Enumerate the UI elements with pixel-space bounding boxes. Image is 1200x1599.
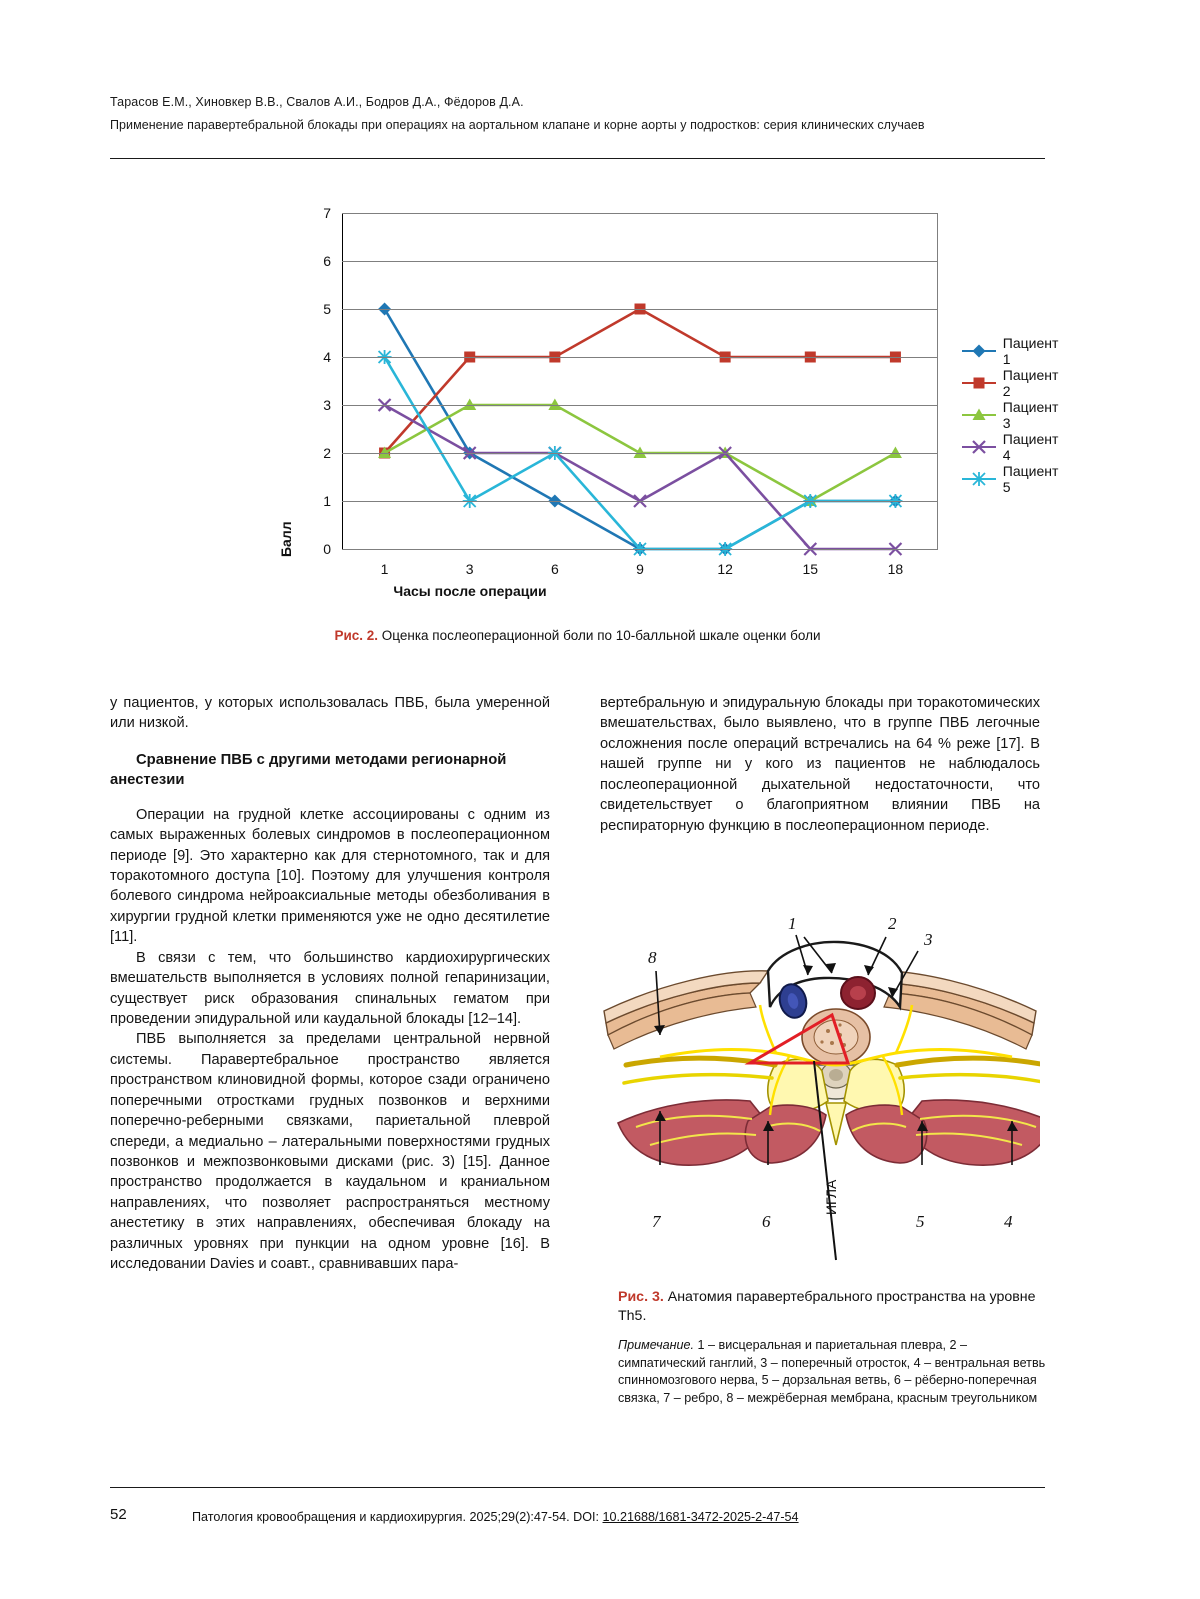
figure-2-chart	[110, 195, 1059, 615]
section-subheading: Сравнение ПВБ с другими методами регионарной анестезии	[110, 751, 507, 788]
chart-data-point	[972, 472, 986, 486]
body-column-left	[110, 693, 550, 1274]
figure-3-note	[618, 1337, 1048, 1408]
chart-legend-swatch	[962, 350, 996, 353]
page-number: 52	[110, 1506, 127, 1523]
chart-series-line	[385, 405, 896, 549]
chart-data-point	[972, 345, 985, 358]
figure-2-caption-text: Оценка послеоперационной боли по 10-балльной шкале оценки боли	[378, 628, 821, 643]
chart-legend-item	[962, 463, 1063, 495]
chart-gridline	[342, 501, 938, 502]
chart-legend-label: Пациент 4	[1002, 431, 1059, 463]
chart-gridline	[342, 213, 938, 214]
chart-legend-item	[962, 335, 1063, 367]
chart-y-tick-label: 6	[323, 253, 331, 269]
figure-3-caption-text: Анатомия паравертебрального пространства на уровне Th5.	[618, 1289, 1036, 1325]
figure-3-note-label: Примечание.	[618, 1338, 695, 1352]
chart-legend-label: Пациент 3	[1002, 399, 1059, 431]
chart-y-axis-label: Балл	[278, 521, 294, 557]
footer-doi-link[interactable]: 10.21688/1681-3472-2025-2-47-54	[602, 1510, 799, 1524]
figure-3-note-text: 1 – висцеральная и париетальная плевра, 2 – симпатический ганглий, 3 – поперечный отросток, 4 – вентральная ветвь спинномозгового нерва, 5 – дорзальная ветвь, 6 – рёберно-поперечная связка, 7 – ребро, 8 – межрёберная мембрана, красным треугольником	[618, 1338, 1046, 1405]
chart-x-tick-label: 12	[717, 561, 733, 577]
chart-plot-area	[323, 205, 938, 577]
figure-3-label-needle: ИГЛА	[823, 1179, 839, 1215]
figure-3-caption-label: Рис. 3.	[618, 1289, 664, 1305]
footer-journal-text: Патология кровообращения и кардиохирургия. 2025;29(2):47-54. DOI:	[192, 1510, 603, 1524]
chart-gridline	[342, 357, 938, 358]
header-article-title: Применение паравертебральной блокады при операциях на аортальном клапане и корне аорты у подростков: серия клинических случаев	[110, 118, 925, 132]
chart-series-line	[385, 309, 896, 453]
chart-x-tick-label: 1	[380, 561, 389, 577]
chart-data-point	[972, 409, 985, 421]
chart-legend-item	[962, 431, 1063, 463]
paragraph: ПВБ выполняется за пределами центральной нервной системы. Паравертебральное пространство является пространством клиновидной формы, которое сзади ограничено поперечными отростками грудных позвонков и верхними поперечно-реберными связками, париетальной плеврой спереди, а медиально – латеральными поверхностями грудных позвонков и межпозвонковыми дисками (рис. 3) [15]. Данное пространство продолжается в каудальном и краниальном направлениях, что позволяет распространяться местному анестетику в этих направлениях, обеспечивая блокаду на различных уровнях при пункции на одном уровне [16]. В исследовании Davies и соавт., сравнивавших пара-	[110, 1031, 550, 1273]
chart-x-axis-label: Часы после операции	[393, 583, 547, 599]
figure-3-label-6: 6	[762, 1212, 771, 1231]
figure-3-label-3: 3	[924, 930, 933, 949]
chart-gridline	[342, 405, 938, 406]
figure-3-label-8: 8	[648, 948, 657, 967]
chart-gridline	[342, 309, 938, 310]
chart-y-tick-label: 2	[323, 445, 331, 461]
chart-y-tick-label: 7	[323, 205, 331, 221]
chart-legend-label: Пациент 5	[1002, 463, 1059, 495]
figure-3-label-2: 2	[888, 915, 897, 933]
chart-gridline	[342, 261, 938, 262]
chart-legend-swatch	[962, 478, 996, 481]
chart-legend	[962, 335, 1063, 495]
chart-data-point	[973, 378, 984, 389]
chart-gridline	[342, 549, 938, 550]
chart-legend-label: Пациент 2	[1002, 367, 1059, 399]
chart-y-tick-label: 0	[323, 541, 331, 557]
chart-legend-swatch	[962, 382, 996, 385]
chart-legend-item	[962, 399, 1063, 431]
chart-legend-swatch	[962, 446, 996, 449]
chart-x-tick-label: 3	[465, 561, 474, 577]
running-head	[110, 95, 1045, 132]
figure-3-label-4: 4	[1004, 1212, 1013, 1231]
paragraph: В связи с тем, что большинство кардиохирургических вмешательств выполняется в условиях полной гепаринизации, существует риск образования спинальных гематом при проведении эпидуральной или каудальной блокады [12–14].	[110, 949, 550, 1027]
chart-legend-swatch	[962, 414, 996, 417]
header-divider	[110, 158, 1045, 159]
paragraph: у пациентов, у которых использовалась ПВБ, была умеренной или низкой.	[110, 695, 550, 732]
footer-divider	[110, 1487, 1045, 1488]
chart-x-tick-label: 15	[802, 561, 819, 577]
chart-data-point	[973, 441, 985, 453]
figure-3-caption	[618, 1288, 1048, 1326]
chart-y-tick-label: 5	[323, 301, 331, 317]
chart-x-tick-label: 9	[636, 561, 644, 577]
figure-3-label-5: 5	[916, 1212, 925, 1231]
figure-3-label-1: 1	[788, 915, 797, 933]
chart-y-tick-label: 1	[323, 493, 331, 509]
footer-citation	[192, 1510, 799, 1524]
paragraph: Операции на грудной клетке ассоциированы с одним из самых выраженных болевых синдромов в послеоперационном периоде [9]. Это характерно как для стернотомного, так и для торакотомного доступа [10]. Поэтому для улучшения контроля болевого синдрома нейроаксиальные методы обезболивания в хирургии грудной клетки применяются уже не одно десятилетие [11].	[110, 806, 550, 946]
chart-series-line	[385, 309, 896, 549]
chart-series-svg	[342, 213, 938, 549]
body-column-right	[600, 693, 1040, 836]
chart-y-tick-label: 4	[323, 349, 331, 365]
chart-x-tick-label: 18	[887, 561, 904, 577]
header-authors: Тарасов Е.М., Хиновкер В.В., Свалов А.И., Бодров Д.А., Фёдоров Д.А.	[110, 95, 524, 109]
paragraph: вертебральную и эпидуральную блокады при торакотомических вмешательствах, было выявлено, что в группе ПВБ легочные осложнения после операций встречались на 64 % реже [17]. В нашей группе ни у кого из пациентов не наблюдалось послеоперационной дыхательной недостаточности, что свидетельствует о благоприятном влиянии ПВБ на респираторную функцию в послеоперационном периоде.	[600, 695, 1040, 834]
chart-x-tick-label: 6	[550, 561, 559, 577]
chart-y-tick-label: 3	[323, 397, 331, 413]
figure-2-caption-label: Рис. 2.	[334, 628, 379, 643]
figure-3-anatomy-diagram	[600, 915, 1040, 1280]
chart-legend-item	[962, 367, 1063, 399]
chart-legend-label: Пациент 1	[1002, 335, 1059, 367]
figure-2-caption	[110, 628, 1045, 643]
chart-gridline	[342, 453, 938, 454]
figure-3-label-7: 7	[652, 1212, 661, 1231]
